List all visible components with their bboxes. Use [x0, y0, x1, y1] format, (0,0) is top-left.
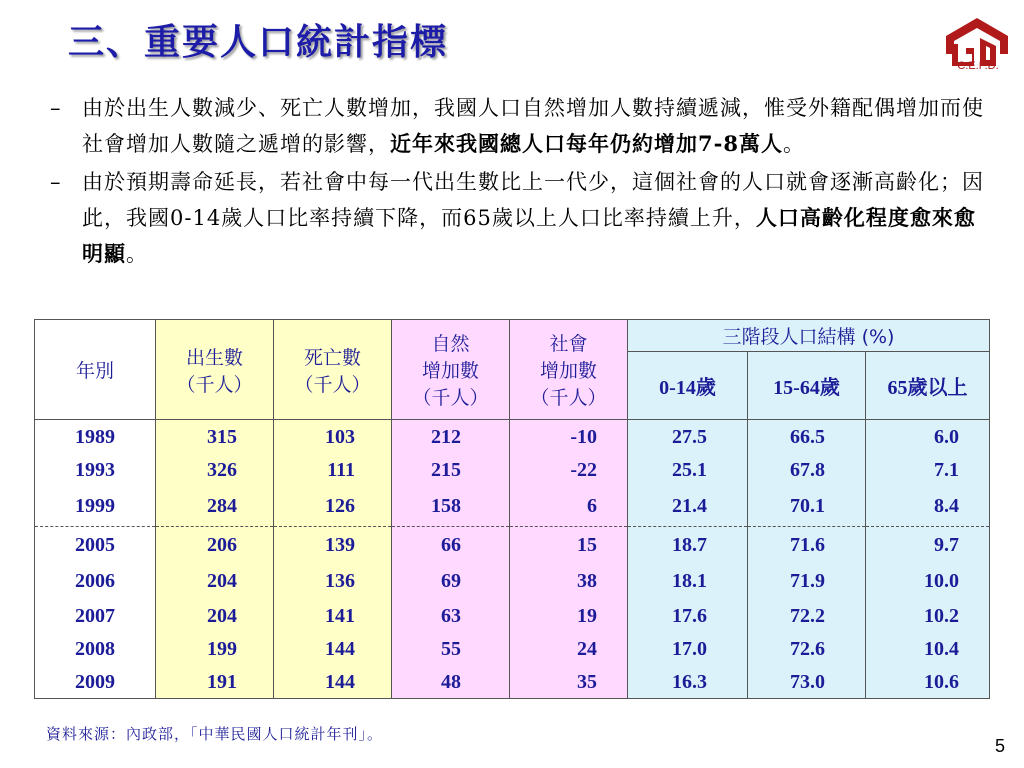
cell-deaths: 139: [274, 527, 392, 564]
cell-age-15-64: 73.0: [748, 665, 866, 699]
population-table: [34, 319, 990, 699]
cell-social-increase: 24: [510, 632, 628, 665]
cell-age-15-64: 72.6: [748, 632, 866, 665]
table-row: [35, 453, 990, 486]
cell-social-increase: 38: [510, 563, 628, 599]
cell-deaths: 144: [274, 632, 392, 665]
cell-year: 2006: [35, 563, 156, 599]
cell-age-0-14: 18.7: [628, 527, 748, 564]
cell-year: 1999: [35, 486, 156, 527]
cell-year: 1993: [35, 453, 156, 486]
bullet-list: [50, 90, 990, 274]
cell-social-increase: 6: [510, 486, 628, 527]
header-social-increase: 社會 增加數 （千人）: [510, 320, 628, 420]
cell-births: 204: [156, 563, 274, 599]
table-row: [35, 665, 990, 699]
bullet-emphasis: 人口高齡化程度愈來愈明顯: [82, 205, 976, 266]
logo-label: C.E.P.D.: [957, 60, 999, 72]
cell-births: 206: [156, 527, 274, 564]
cell-births: 191: [156, 665, 274, 699]
cell-natural-increase: 69: [392, 563, 510, 599]
bullet-end: 。: [782, 132, 805, 156]
cell-age-15-64: 71.9: [748, 563, 866, 599]
header-natural-increase: 自然 增加數 （千人）: [392, 320, 510, 420]
source-note: 資料來源：內政部，「中華民國人口統計年刊」。: [46, 725, 384, 743]
header-age-65: 65歲以上: [866, 352, 990, 420]
cell-age-65: 8.4: [866, 486, 990, 527]
cell-deaths: 111: [274, 453, 392, 486]
cell-deaths: 126: [274, 486, 392, 527]
bullet-text: 由於出生人數減少、死亡人數增加，我國人口自然增加人數持續遞減，惟受外籍配偶增加而使社會增加人數隨之遞增的影響，: [82, 96, 984, 156]
cell-year: 2009: [35, 665, 156, 699]
cell-age-65: 10.4: [866, 632, 990, 665]
cell-age-15-64: 71.6: [748, 527, 866, 564]
cell-natural-increase: 55: [392, 632, 510, 665]
bullet-text: 由於預期壽命延長，若社會中每一代出生數比上一代少，這個社會的人口就會逐漸高齡化；因此，我國0-14歲人口比率持續下降，而65歲以上人口比率持續上升，: [82, 170, 984, 230]
cell-social-increase: -22: [510, 453, 628, 486]
cell-year: 1989: [35, 420, 156, 454]
bullet-item: [50, 164, 990, 272]
bullet-marker: –: [50, 96, 62, 120]
table-row: [35, 632, 990, 665]
page-number: 5: [995, 736, 1006, 756]
cell-age-0-14: 27.5: [628, 420, 748, 454]
cell-social-increase: 19: [510, 599, 628, 632]
cell-social-increase: 15: [510, 527, 628, 564]
bullet-marker: –: [50, 170, 62, 194]
cell-year: 2008: [35, 632, 156, 665]
header-age-structure: 三階段人口結構 (%): [628, 320, 990, 352]
cell-age-65: 7.1: [866, 453, 990, 486]
cell-natural-increase: 212: [392, 420, 510, 454]
bullet-item: [50, 90, 990, 162]
cell-natural-increase: 158: [392, 486, 510, 527]
cell-deaths: 144: [274, 665, 392, 699]
cell-age-15-64: 67.8: [748, 453, 866, 486]
cell-deaths: 141: [274, 599, 392, 632]
header-age-0-14: 0-14歲: [628, 352, 748, 420]
cell-age-0-14: 16.3: [628, 665, 748, 699]
slide-title: 三、重要人口統計指標: [68, 22, 449, 63]
cell-age-65: 10.2: [866, 599, 990, 632]
cell-births: 315: [156, 420, 274, 454]
header-year: 年別: [35, 320, 156, 420]
header-deaths: 死亡數 （千人）: [274, 320, 392, 420]
cell-births: 284: [156, 486, 274, 527]
table-row: [35, 527, 990, 564]
cell-natural-increase: 215: [392, 453, 510, 486]
cell-year: 2005: [35, 527, 156, 564]
cell-age-15-64: 70.1: [748, 486, 866, 527]
header-births: 出生數 （千人）: [156, 320, 274, 420]
table-row: [35, 486, 990, 527]
cell-births: 326: [156, 453, 274, 486]
cell-age-0-14: 17.0: [628, 632, 748, 665]
table-row: [35, 563, 990, 599]
table-row: [35, 420, 990, 454]
header-age-15-64: 15-64歲: [748, 352, 866, 420]
cell-age-15-64: 66.5: [748, 420, 866, 454]
cell-age-0-14: 18.1: [628, 563, 748, 599]
cell-age-65: 10.6: [866, 665, 990, 699]
cell-deaths: 136: [274, 563, 392, 599]
cell-natural-increase: 66: [392, 527, 510, 564]
bullet-end: 。: [126, 242, 148, 266]
bullet-emphasis: 近年來我國總人口每年仍約增加7-8萬人: [390, 131, 783, 156]
cell-age-0-14: 25.1: [628, 453, 748, 486]
cell-natural-increase: 48: [392, 665, 510, 699]
cell-natural-increase: 63: [392, 599, 510, 632]
cell-age-65: 9.7: [866, 527, 990, 564]
cell-deaths: 103: [274, 420, 392, 454]
cell-social-increase: 35: [510, 665, 628, 699]
cell-social-increase: -10: [510, 420, 628, 454]
cell-births: 199: [156, 632, 274, 665]
table-row: [35, 599, 990, 632]
cell-age-0-14: 17.6: [628, 599, 748, 632]
cell-age-0-14: 21.4: [628, 486, 748, 527]
cell-age-15-64: 72.2: [748, 599, 866, 632]
cell-age-65: 6.0: [866, 420, 990, 454]
cell-births: 204: [156, 599, 274, 632]
cell-year: 2007: [35, 599, 156, 632]
cell-age-65: 10.0: [866, 563, 990, 599]
